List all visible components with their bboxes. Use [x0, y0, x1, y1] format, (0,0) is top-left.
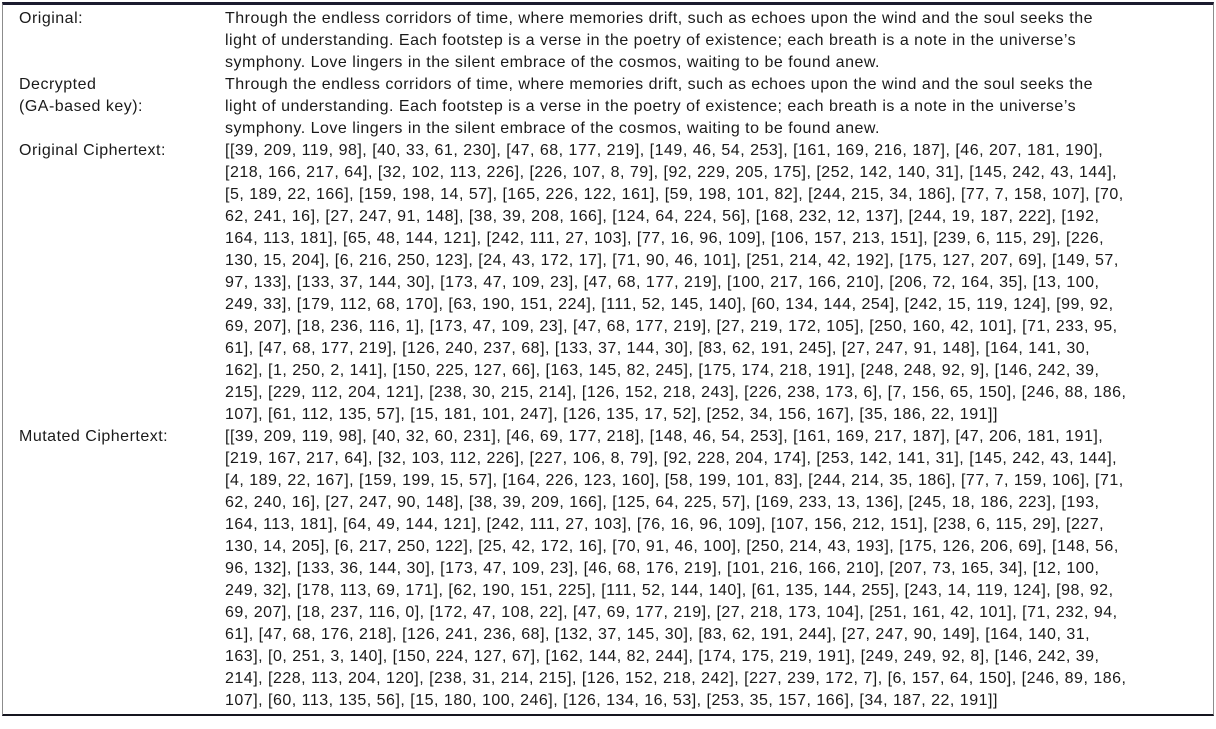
text-line: 130, 14, 205], [6, 217, 250, 122], [25, 42, 172, 16], [70, 91, 46, 100], [250, 214, 43, 193], [175, 126, 206, 69], [148, 56,: [225, 538, 1119, 555]
text-line: 62, 241, 16], [27, 247, 91, 148], [38, 39, 208, 166], [124, 64, 224, 56], [168, 232, 12, 137], [244, 19, 187, 222], [192,: [225, 208, 1100, 225]
text-line: [[39, 209, 119, 98], [40, 32, 60, 231], [46, 69, 177, 218], [148, 46, 54, 253], [161, 169, 217, 187], [47, 206, 181, 191],: [225, 428, 1104, 445]
text-line: [[39, 209, 119, 98], [40, 33, 61, 230], [47, 68, 177, 219], [149, 46, 54, 253], [161, 169, 216, 187], [46, 207, 181, 190],: [225, 142, 1104, 159]
row-content-decrypted-text: [225, 74, 1207, 140]
text-line: Through the endless corridors of time, where memories drift, such as echoes upon the wind and the soul seeks the: [225, 76, 1093, 93]
text-line: 249, 32], [178, 113, 69, 171], [62, 190, 151, 225], [111, 52, 144, 140], [61, 135, 144, 255], [243, 14, 119, 124], [98, 92,: [225, 582, 1114, 599]
text-line: 214], [228, 113, 204, 120], [238, 31, 214, 215], [126, 152, 218, 242], [227, 239, 172, 7], [6, 157, 64, 150], [246, 89, 186,: [225, 670, 1127, 687]
text-line: Original Ciphertext:: [19, 142, 166, 159]
text-line: [4, 189, 22, 167], [159, 199, 15, 57], [164, 226, 123, 160], [58, 199, 101, 83], [244, 214, 35, 186], [77, 7, 159, 106], [71,: [225, 472, 1124, 489]
text-line: [218, 166, 217, 64], [32, 102, 113, 226], [226, 107, 8, 79], [92, 229, 205, 175], [252, 142, 140, 31], [145, 242, 43, 144],: [225, 164, 1118, 181]
text-line: 69, 207], [18, 236, 116, 1], [173, 47, 109, 23], [47, 68, 177, 219], [27, 219, 172, 105], [250, 160, 42, 101], [71, 233, 95,: [225, 318, 1118, 335]
text-line: Original:: [19, 10, 84, 27]
text-line: 61], [47, 68, 176, 218], [126, 241, 236, 68], [132, 37, 145, 30], [83, 62, 191, 244], [27, 247, 90, 149], [164, 140, 31,: [225, 626, 1091, 643]
text-line: 130, 15, 204], [6, 216, 250, 123], [24, 43, 172, 17], [71, 90, 46, 101], [251, 214, 42, 192], [175, 127, 207, 69], [149, 57,: [225, 252, 1119, 269]
row-label-mutated-ciphertext: [19, 426, 225, 448]
ciphertext-comparison-table: [2, 2, 1214, 716]
text-line: symphony. Love lingers in the silent embrace of the cosmos, waiting to be found anew.: [225, 54, 880, 71]
text-line: 61], [47, 68, 177, 219], [126, 240, 237, 68], [133, 37, 144, 30], [83, 62, 191, 245], [27, 247, 91, 148], [164, 141, 30,: [225, 340, 1091, 357]
text-line: [219, 167, 217, 64], [32, 103, 112, 226], [227, 106, 8, 79], [92, 228, 204, 174], [253, 142, 141, 31], [145, 242, 43, 144],: [225, 450, 1118, 467]
text-line: 96, 132], [133, 36, 144, 30], [173, 47, 109, 23], [46, 68, 176, 219], [101, 216, 166, 210], [207, 73, 165, 34], [12, 100,: [225, 560, 1100, 577]
text-line: 162], [1, 250, 2, 141], [150, 225, 127, 66], [163, 145, 82, 245], [175, 174, 218, 191], [248, 248, 92, 9], [146, 242, 39,: [225, 362, 1100, 379]
text-line: [5, 189, 22, 166], [159, 198, 14, 57], [165, 226, 122, 161], [59, 198, 101, 82], [244, 215, 34, 186], [77, 7, 158, 107], [70,: [225, 186, 1124, 203]
text-line: Decrypted: [19, 76, 97, 93]
row-label-decrypted-ga-based-key: [19, 74, 225, 118]
text-line: light of understanding. Each footstep is a verse in the poetry of existence; each breath is a note in the universe’s: [225, 32, 1077, 49]
text-line: (GA-based key):: [19, 98, 143, 115]
text-line: 97, 133], [133, 37, 144, 30], [173, 47, 109, 23], [47, 68, 177, 219], [100, 217, 166, 210], [206, 72, 164, 35], [13, 100,: [225, 274, 1100, 291]
table-row-mutated-ciphertext: [19, 426, 1207, 712]
text-line: symphony. Love lingers in the silent embrace of the cosmos, waiting to be found anew.: [225, 120, 880, 137]
row-content-original-ciphertext: [225, 140, 1207, 426]
text-line: 69, 207], [18, 237, 116, 0], [172, 47, 108, 22], [47, 69, 177, 219], [27, 218, 173, 104], [251, 161, 42, 101], [71, 232, 94,: [225, 604, 1118, 621]
text-line: light of understanding. Each footstep is a verse in the poetry of existence; each breath is a note in the universe’s: [225, 98, 1077, 115]
text-line: 107], [60, 113, 135, 56], [15, 180, 100, 246], [126, 134, 16, 53], [253, 35, 157, 166], [34, 187, 22, 191]]: [225, 692, 998, 709]
table-row-original-ciphertext: [19, 140, 1207, 426]
text-line: 107], [61, 112, 135, 57], [15, 181, 101, 247], [126, 135, 17, 52], [252, 34, 156, 167], [35, 186, 22, 191]]: [225, 406, 998, 423]
text-line: 164, 113, 181], [64, 49, 144, 121], [242, 111, 27, 103], [76, 16, 96, 109], [107, 156, 212, 151], [238, 6, 115, 29], [227,: [225, 516, 1105, 533]
text-line: 249, 33], [179, 112, 68, 170], [63, 190, 151, 224], [111, 52, 145, 140], [60, 134, 144, 254], [242, 15, 119, 124], [99, 92,: [225, 296, 1114, 313]
table-row-original: [19, 8, 1207, 74]
text-line: 215], [229, 112, 204, 121], [238, 30, 215, 214], [126, 152, 218, 243], [226, 238, 173, 6], [7, 156, 65, 150], [246, 88, 186,: [225, 384, 1127, 401]
text-line: 62, 240, 16], [27, 247, 90, 148], [38, 39, 209, 166], [125, 64, 225, 57], [169, 233, 13, 136], [245, 18, 186, 223], [193,: [225, 494, 1100, 511]
row-content-original-text: [225, 8, 1207, 74]
row-label-original: [19, 8, 225, 30]
text-line: Mutated Ciphertext:: [19, 428, 169, 445]
row-content-mutated-ciphertext: [225, 426, 1207, 712]
text-line: 163], [0, 251, 3, 140], [150, 224, 127, 67], [162, 144, 82, 244], [174, 175, 219, 191], [249, 249, 92, 8], [146, 242, 39,: [225, 648, 1100, 665]
text-line: 164, 113, 181], [65, 48, 144, 121], [242, 111, 27, 103], [77, 16, 96, 109], [106, 157, 213, 151], [239, 6, 115, 29], [226,: [225, 230, 1105, 247]
text-line: Through the endless corridors of time, where memories drift, such as echoes upon the wind and the soul seeks the: [225, 10, 1093, 27]
row-label-original-ciphertext: [19, 140, 225, 162]
table-row-decrypted: [19, 74, 1207, 140]
